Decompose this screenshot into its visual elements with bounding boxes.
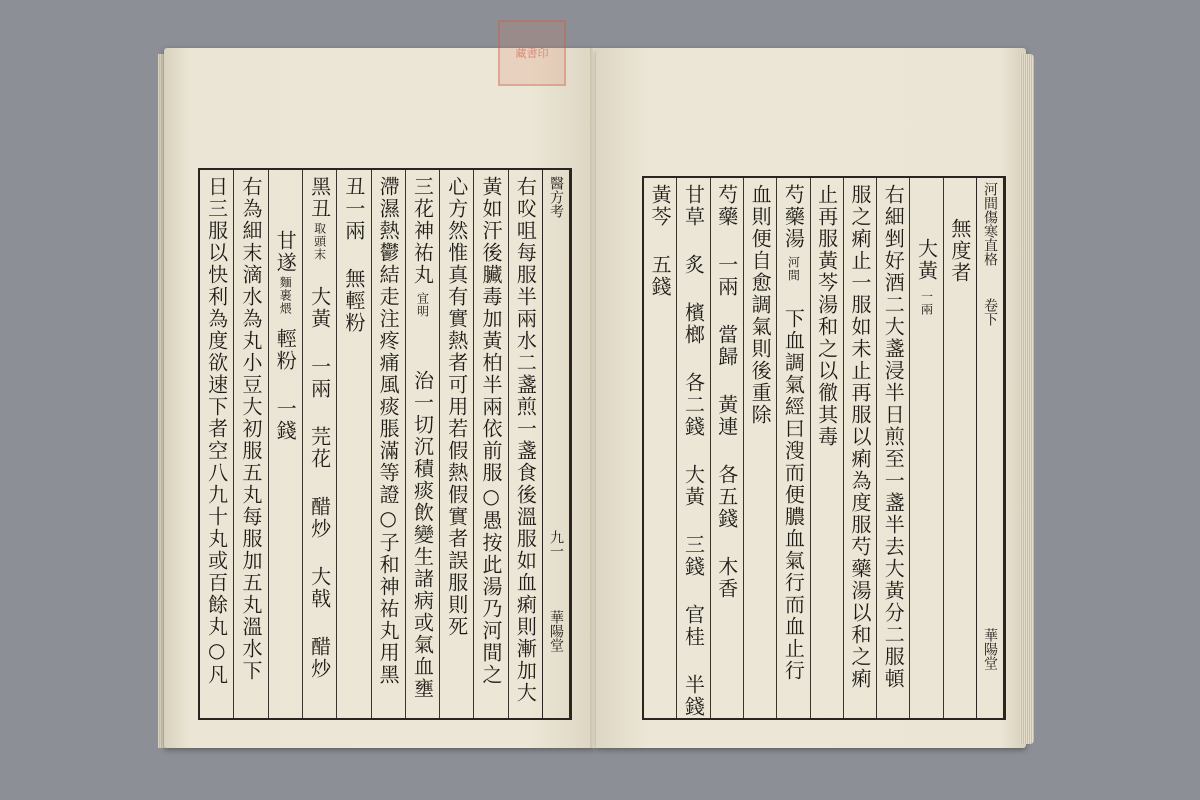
text-line: 右㕮咀每服半兩水二盞煎一盞食後溫服如血痢則漸加大: [513, 176, 538, 704]
text-line: 大黃: [914, 238, 939, 282]
text-line: 無度者: [947, 218, 972, 284]
left-column-8: [268, 170, 302, 718]
text-line: 止再服黃芩湯和之以徹其毒: [814, 184, 839, 448]
text-note: 河間: [786, 256, 801, 282]
text-note: 麵裹煨: [278, 276, 293, 315]
text-line: 右為細末滴水為丸小豆大初服五丸每服加五丸溫水下: [238, 176, 263, 682]
right-column-7: [743, 178, 776, 718]
open-book: [158, 48, 1038, 750]
seal-text: 藏書印: [515, 47, 549, 60]
text-line: 黑丑: [307, 176, 332, 220]
text-line: 黃芩 五錢: [648, 184, 673, 298]
left-column-9: [233, 170, 267, 718]
right-column-2: [909, 178, 942, 718]
right-margin-publisher: 華陽堂: [982, 628, 998, 670]
text-line: 甘草 炙 檳榔 各二錢 大黃 三錢 官桂 半錢: [681, 184, 706, 718]
text-note: 一兩: [919, 290, 934, 316]
text-line: 大黃 一兩 芫花 醋炒 大戟 醋炒: [307, 286, 332, 680]
text-line: 下血調氣經曰溲而便膿血氣行而血止行: [781, 308, 806, 682]
right-column-10: [644, 178, 676, 718]
left-column-2: [473, 170, 507, 718]
text-line: 三花神祐丸: [410, 176, 435, 286]
text-line: 芍藥湯: [781, 184, 806, 250]
left-column-7: [302, 170, 336, 718]
left-page-margin-column: [542, 170, 570, 718]
text-line: 右細剉好酒二大盞浸半日煎至一盞半去大黃分二服頓: [881, 184, 906, 690]
right-column-1: [943, 178, 976, 718]
text-line: 血則便自愈調氣則後重除: [748, 184, 773, 426]
text-line: 服之痢止一服如未止再服以痢為度服芍藥湯以和之痢: [847, 184, 872, 690]
right-margin-section: 卷下: [982, 298, 998, 326]
text-note: 宜明: [415, 292, 430, 318]
right-column-9: [676, 178, 709, 718]
left-column-1: [508, 170, 542, 718]
right-column-6: [776, 178, 809, 718]
left-column-10: [200, 170, 233, 718]
right-column-3: [876, 178, 909, 718]
text-line: 輕粉 一錢: [273, 328, 298, 442]
left-page: [164, 48, 594, 748]
text-line: 甘遂: [273, 230, 298, 274]
left-margin-title: 醫方考: [548, 176, 564, 218]
right-column-5: [810, 178, 843, 718]
left-column-4: [405, 170, 439, 718]
left-column-6: [336, 170, 370, 718]
book-edge-right: [1020, 54, 1034, 744]
left-column-3: [439, 170, 473, 718]
collector-seal: [498, 20, 566, 86]
left-column-5: [371, 170, 405, 718]
text-line: 丑一兩 無輕粉: [341, 176, 366, 334]
text-line: 芍藥 一兩 當歸 黃連 各五錢 木香: [714, 184, 739, 600]
text-line: 黃如汗後臟毒加黃柏半兩依前服○愚按此湯乃河間之: [479, 176, 504, 686]
right-text-frame: [642, 176, 1006, 720]
text-line: 治一切沉積痰飲變生諸病或氣血壅: [410, 370, 435, 700]
right-column-8: [710, 178, 743, 718]
text-line: 心方然惟真有實熱者可用若假熱假實者誤服則死: [444, 176, 469, 638]
left-page-number: 九一: [548, 530, 564, 558]
text-note: 取頭末: [312, 222, 327, 261]
text-line: 日三服以快利為度欲速下者空八九十丸或百餘丸○凡: [204, 176, 229, 686]
right-margin-title: 河間傷寒直格: [982, 182, 998, 266]
right-page-margin-column: [976, 178, 1004, 718]
text-line: 滯濕熱鬱結走注疼痛風痰脹滿等證○子和神祐丸用黑: [376, 176, 401, 686]
left-margin-publisher: 華陽堂: [548, 610, 564, 652]
right-column-4: [843, 178, 876, 718]
left-text-frame: [198, 168, 572, 720]
